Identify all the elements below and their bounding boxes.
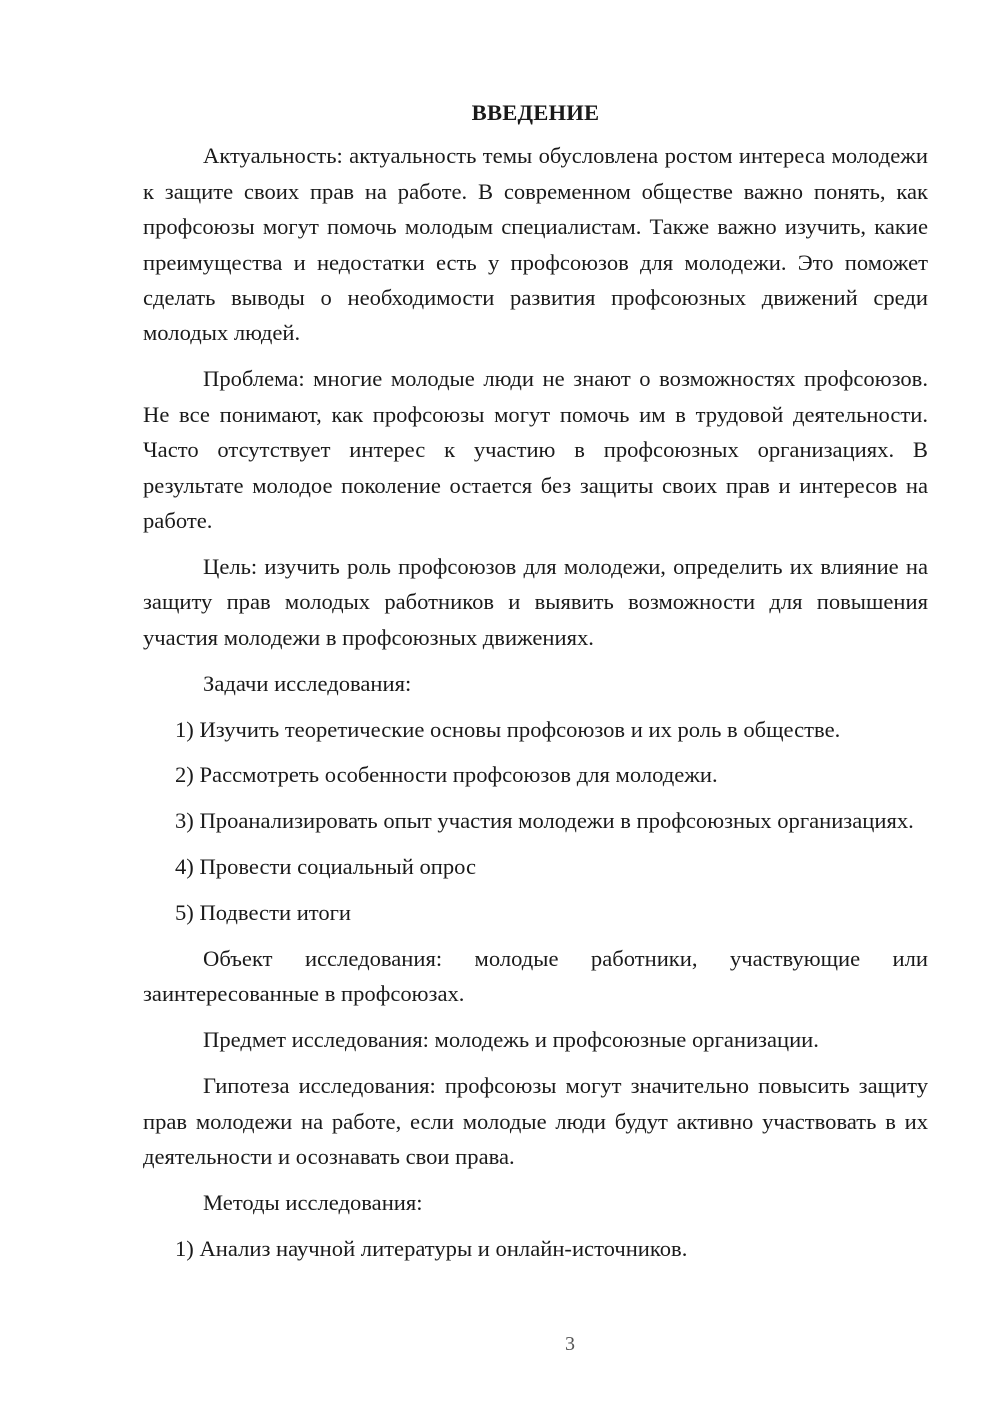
task-item-3: 3) Проанализировать опыт участия молодежи в профсоюзных организациях. [175, 808, 914, 834]
paragraph-object: Объект исследования: молодые работники, участвующие или заинтересованные в профсоюзах. [143, 946, 928, 1007]
task-item-4: 4) Провести социальный опрос [175, 854, 477, 880]
paragraph-subject: Предмет исследования: молодежь и профсоюзные организации. [203, 1027, 819, 1053]
page-number: 3 [565, 1333, 575, 1355]
task-item-5: 5) Подвести итоги [175, 900, 352, 926]
method-item-1: 1) Анализ научной литературы и онлайн-источников. [175, 1235, 688, 1261]
task-item-2: 2) Рассмотреть особенности профсоюзов для молодежи. [175, 762, 718, 788]
paragraph-relevance: Актуальность: актуальность темы обусловлена ростом интереса молодежи к защите своих прав на работе. В современном обществе важно понять, как профсоюзы могут помочь молодым специалистам. Также важно изучить, какие преимущества и недостатки есть у профсоюзов для молодежи. Это поможет сделать выводы о необходимости развития профсоюзных движений среди молодых людей. [143, 143, 928, 346]
task-item-1: 1) Изучить теоретические основы профсоюзов и их роль в обществе. [175, 716, 841, 742]
paragraph-goal: Цель: изучить роль профсоюзов для молодежи, определить их влияние на защиту прав молодых работников и выявить возможности для повышения участия молодежи в профсоюзных движениях. [143, 553, 928, 650]
tasks-heading: Задачи исследования: [203, 670, 412, 696]
paragraph-hypothesis: Гипотеза исследования: профсоюзы могут значительно повысить защиту прав молодежи на работе, если молодые люди будут активно участвовать в их деятельности и осознавать свои права. [143, 1073, 928, 1170]
paragraph-problem: Проблема: многие молодые люди не знают о возможностях профсоюзов. Не все понимают, как профсоюзы могут помочь им в трудовой деятельности. Часто отсутствует интерес к участию в профсоюзных организациях. В результате молодое поколение остается без защиты своих прав и интересов на работе. [143, 366, 928, 533]
page-content [143, 95, 928, 1277]
page-title: ВВЕДЕНИЕ [471, 100, 600, 125]
methods-heading: Методы исследования: [203, 1189, 423, 1215]
